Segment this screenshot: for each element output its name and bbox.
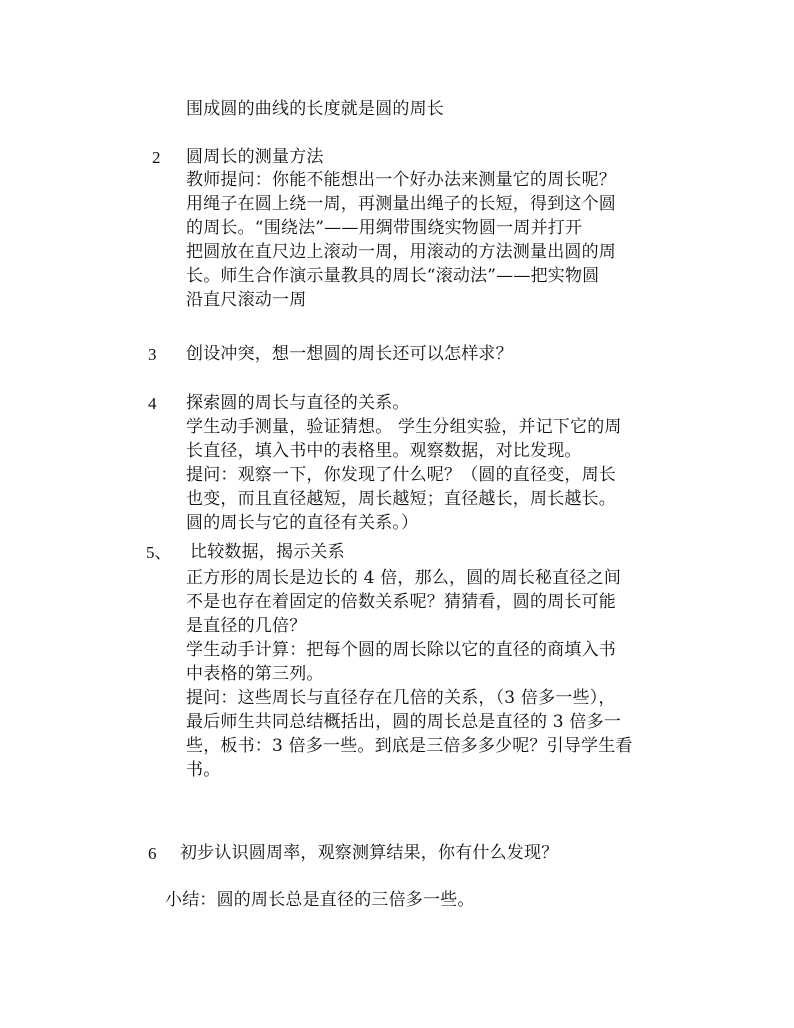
section-line: 教师提问：你能不能想出一个好办法来测量它的周长呢？: [186, 170, 616, 190]
section-number: 6: [148, 844, 157, 863]
section-title: 初步认识圆周率，观察测算结果，你有什么发现？: [180, 843, 559, 863]
section-line: 中表格的第三列。: [186, 664, 324, 684]
section-number: 5、: [146, 543, 172, 562]
section-title: 比较数据，揭示关系: [190, 542, 345, 562]
section-line: 最后师生共同总结概括出，圆的周长总是直径的 3 倍多一: [186, 712, 622, 732]
section-line: 正方形的周长是边长的 4 倍，那么，圆的周长秘直径之间: [186, 568, 622, 588]
section-line: 提问：这些周长与直径存在几倍的关系，（3 倍多一些），: [186, 688, 616, 708]
section-line: 也变，而且直径越短，周长越短；直径越长，周长越长。: [186, 489, 616, 509]
section-line: 学生动手计算：把每个圆的周长除以它的直径的商填入书: [186, 640, 616, 660]
section-line: 把圆放在直尺边上滚动一周，用滚动的方法测量出圆的周: [186, 242, 616, 262]
section-number: 3: [148, 345, 157, 364]
section-title: 创设冲突，想一想圆的周长还可以怎样求？: [186, 344, 513, 364]
section-line: 学生动手测量，验证猜想。 学生分组实验，并记下它的周: [186, 417, 622, 437]
section-title: 圆周长的测量方法: [186, 147, 324, 167]
section-line: 书。: [186, 760, 221, 780]
section-line: 提问：观察一下，你发现了什么呢？（圆的直径变，周长: [186, 465, 616, 485]
intro-line: 围成圆的曲线的长度就是圆的周长: [186, 99, 444, 119]
section-line: 是直径的几倍？: [186, 616, 307, 636]
summary-line: 小结：圆的周长总是直径的三倍多一些。: [165, 890, 475, 910]
section-line: 不是也存在着固定的倍数关系呢？猜猜看，圆的周长可能: [186, 592, 616, 612]
section-title: 探索圆的周长与直径的关系。: [186, 393, 410, 413]
section-line: 些，板书：3 倍多一些。到底是三倍多多少呢？引导学生看: [186, 736, 633, 756]
section-line: 长直径，填入书中的表格里。观察数据，对比发现。: [186, 441, 582, 461]
section-line: 圆的周长与它的直径有关系。）: [186, 513, 419, 533]
section-line: 用绳子在圆上绕一周，再测量出绳子的长短，得到这个圆: [186, 194, 616, 214]
section-line: 长。师生合作演示量教具的周长“滚动法”——把实物圆: [186, 266, 600, 286]
section-number: 2: [152, 148, 161, 167]
section-line: 沿直尺滚动一周: [186, 290, 307, 310]
section-number: 4: [148, 394, 157, 413]
section-line: 的周长。“围绕法”——用绸带围绕实物圆一周并打开: [186, 218, 583, 238]
